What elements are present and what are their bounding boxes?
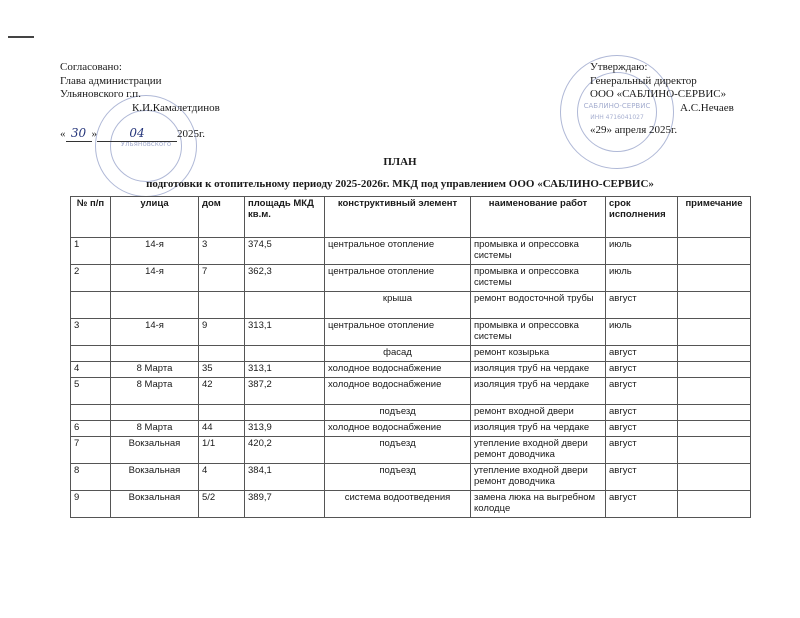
cell-work: изоляция труб на чердаке [471, 378, 606, 405]
cell-num: 7 [71, 437, 111, 464]
cell-note [678, 292, 751, 319]
approval-right-heading: Утверждаю: [590, 61, 648, 73]
table-row [71, 378, 751, 405]
cell-num: 9 [71, 491, 111, 518]
table-row [71, 464, 751, 491]
table-row [71, 491, 751, 518]
approval-left-heading: Согласовано: [60, 61, 122, 73]
cell-element: холодное водоснабжение [325, 421, 471, 437]
cell-area [245, 405, 325, 421]
cell-street: 8 Марта [111, 378, 199, 405]
approval-right-line1: Генеральный директор [590, 74, 697, 87]
table-row [71, 319, 751, 346]
cell-num: 4 [71, 362, 111, 378]
cell-num: 8 [71, 464, 111, 491]
cell-street: 8 Марта [111, 421, 199, 437]
cell-area [245, 346, 325, 362]
cell-element: крыша [325, 292, 471, 319]
cell-area: 313,1 [245, 362, 325, 378]
cell-num [71, 346, 111, 362]
approval-left-line2: Ульяновского г.п. [60, 88, 141, 100]
date-close-quote: » [91, 128, 97, 140]
cell-note [678, 362, 751, 378]
cell-note [678, 346, 751, 362]
cell-note [678, 238, 751, 265]
cell-deadline: август [606, 378, 678, 405]
cell-num [71, 292, 111, 319]
cell-element: подъезд [325, 405, 471, 421]
cell-house: 1/1 [199, 437, 245, 464]
approval-right-signer: А.С.Нечаев [680, 101, 734, 114]
header-street: улица [111, 197, 199, 238]
table-row [71, 265, 751, 292]
approval-right-date: «29» апреля 2025г. [590, 124, 678, 136]
cell-note [678, 265, 751, 292]
cell-note [678, 437, 751, 464]
cell-work: замена люка на выгребном колодце [471, 491, 606, 518]
cell-element: холодное водоснабжение [325, 362, 471, 378]
cell-street: Вокзальная [111, 464, 199, 491]
approval-left-signer: К.И.Камалетдинов [132, 101, 220, 114]
plan-table [70, 196, 751, 518]
cell-num: 2 [71, 265, 111, 292]
cell-deadline: август [606, 421, 678, 437]
cell-note [678, 378, 751, 405]
cell-element: система водоотведения [325, 491, 471, 518]
date-month: 04 [97, 127, 177, 142]
cell-element: фасад [325, 346, 471, 362]
cell-house: 42 [199, 378, 245, 405]
cell-note [678, 319, 751, 346]
cell-area: 313,9 [245, 421, 325, 437]
header-work: наименование работ [471, 197, 606, 238]
cell-element: подъезд [325, 464, 471, 491]
cell-work: промывка и опрессовка системы [471, 238, 606, 265]
cell-deadline: июль [606, 238, 678, 265]
cell-house [199, 346, 245, 362]
cell-note [678, 405, 751, 421]
cell-house: 5/2 [199, 491, 245, 518]
table-row [71, 292, 751, 319]
table-row [71, 405, 751, 421]
cell-element: холодное водоснабжение [325, 378, 471, 405]
cell-deadline: август [606, 362, 678, 378]
cell-num: 1 [71, 238, 111, 265]
cell-street [111, 292, 199, 319]
cell-deadline: август [606, 464, 678, 491]
cell-note [678, 491, 751, 518]
cell-deadline: август [606, 437, 678, 464]
cell-area: 420,2 [245, 437, 325, 464]
cell-work: утепление входной двери ремонт доводчика [471, 464, 606, 491]
cell-deadline: август [606, 491, 678, 518]
approval-left [60, 61, 220, 142]
scan-mark [8, 36, 34, 38]
cell-work: утепление входной двери ремонт доводчика [471, 437, 606, 464]
cell-note [678, 421, 751, 437]
cell-house: 35 [199, 362, 245, 378]
table-row [71, 437, 751, 464]
cell-house: 3 [199, 238, 245, 265]
header-house: дом [199, 197, 245, 238]
cell-element: центральное отопление [325, 319, 471, 346]
cell-num: 6 [71, 421, 111, 437]
cell-work: изоляция труб на чердаке [471, 421, 606, 437]
cell-note [678, 464, 751, 491]
cell-element: центральное отопление [325, 265, 471, 292]
cell-element: центральное отопление [325, 238, 471, 265]
cell-area: 384,1 [245, 464, 325, 491]
cell-house: 4 [199, 464, 245, 491]
cell-street: Вокзальная [111, 437, 199, 464]
date-year: 2025г. [177, 128, 206, 140]
left-stamp-text: Ульяновского [120, 140, 172, 148]
date-open-quote: « [60, 128, 66, 140]
cell-deadline: август [606, 405, 678, 421]
cell-area: 387,2 [245, 378, 325, 405]
approval-left-line1: Глава администрации [60, 74, 162, 87]
cell-street [111, 346, 199, 362]
table-row [71, 362, 751, 378]
cell-area: 313,1 [245, 319, 325, 346]
cell-work: промывка и опрессовка системы [471, 265, 606, 292]
right-stamp-text: САБЛИНО-СЕРВИС [583, 102, 651, 110]
cell-house: 9 [199, 319, 245, 346]
approval-left-date [60, 127, 220, 142]
cell-area: 362,3 [245, 265, 325, 292]
cell-house: 7 [199, 265, 245, 292]
header-note: примечание [678, 197, 751, 238]
cell-area: 374,5 [245, 238, 325, 265]
cell-work: изоляция труб на чердаке [471, 362, 606, 378]
cell-num: 3 [71, 319, 111, 346]
cell-house: 44 [199, 421, 245, 437]
table-header-row [71, 197, 751, 238]
cell-work: ремонт козырька [471, 346, 606, 362]
table-row [71, 421, 751, 437]
cell-work: ремонт входной двери [471, 405, 606, 421]
header-area: площадь МКД кв.м. [245, 197, 325, 238]
right-stamp-inn: ИНН 4716041027 [590, 114, 644, 121]
cell-house [199, 292, 245, 319]
cell-num: 5 [71, 378, 111, 405]
cell-work: ремонт водосточной трубы [471, 292, 606, 319]
cell-num [71, 405, 111, 421]
table-row [71, 238, 751, 265]
date-day: 30 [66, 127, 92, 142]
cell-street: 14-я [111, 265, 199, 292]
document-subtitle: подготовки к отопительному периоду 2025-2026г. МКД под управлением ООО «САБЛИНО-СЕРВИС» [146, 178, 654, 190]
cell-area: 389,7 [245, 491, 325, 518]
cell-area [245, 292, 325, 319]
approval-right [590, 61, 734, 138]
cell-deadline: август [606, 292, 678, 319]
cell-deadline: июль [606, 319, 678, 346]
cell-deadline: август [606, 346, 678, 362]
cell-street: 8 Марта [111, 362, 199, 378]
cell-work: промывка и опрессовка системы [471, 319, 606, 346]
cell-element: подъезд [325, 437, 471, 464]
header-deadline: срок исполнения [606, 197, 678, 238]
cell-street: 14-я [111, 238, 199, 265]
cell-deadline: июль [606, 265, 678, 292]
header-element: конструктивный элемент [325, 197, 471, 238]
header-num: № п/п [71, 197, 111, 238]
cell-house [199, 405, 245, 421]
table-row [71, 346, 751, 362]
approval-right-line2: ООО «САБЛИНО-СЕРВИС» [590, 88, 727, 100]
cell-street: 14-я [111, 319, 199, 346]
cell-street [111, 405, 199, 421]
document-title: ПЛАН [383, 156, 417, 168]
cell-street: Вокзальная [111, 491, 199, 518]
